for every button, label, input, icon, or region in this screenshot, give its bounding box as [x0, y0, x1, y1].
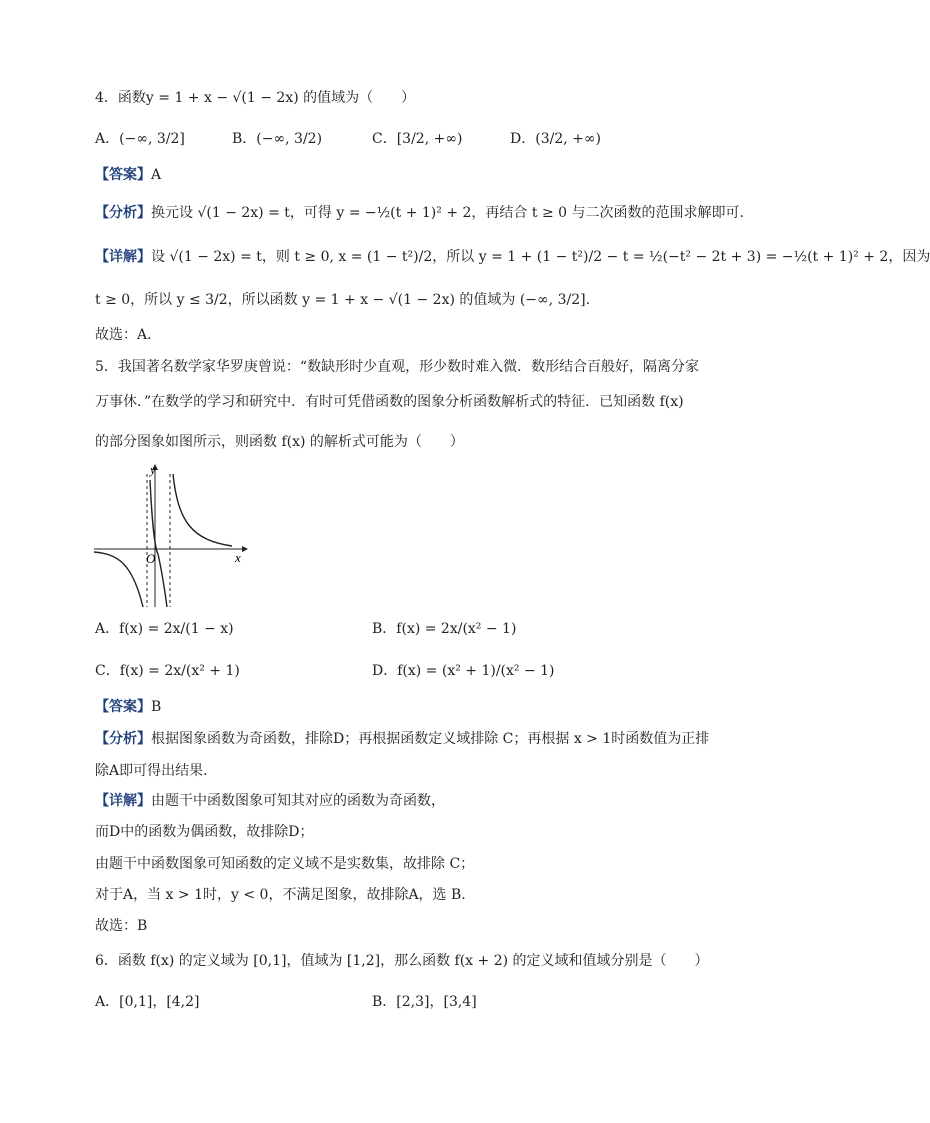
- q6-option-a-value: [0,1]，[4,2]: [119, 994, 200, 1010]
- detail-tag: 【详解】: [95, 249, 151, 265]
- q4-option-b-value: (−∞, 3/2): [256, 131, 323, 147]
- analysis-tag: 【分析】: [95, 205, 151, 221]
- q4-analysis: [95, 203, 744, 223]
- q4-option-d-label: D．: [510, 131, 536, 147]
- q6-option-b-label: B．: [372, 994, 397, 1010]
- answer-value: A: [151, 167, 162, 183]
- q5-detail-line2: 而D中的函数为偶函数，故排除D；: [95, 824, 314, 840]
- function-graph: [92, 462, 252, 612]
- detail-text: 设 √(1 − 2x) = t，则 t ≥ 0, x = (1 − t²)/2，所以 y = 1 + (1 − t²)/2 − t = ½(−t² − 2t + 3) = −½(t + 1)² + 2，因为: [151, 249, 930, 265]
- q4-option-a-value: (−∞, 3/2]: [119, 131, 185, 147]
- y-label: y: [150, 462, 156, 477]
- q4-detail-line1: [95, 247, 930, 267]
- q5-detail-line4: 对于A，当 x > 1时，y < 0，不满足图象，故排除A，选 B.: [95, 887, 466, 903]
- q5-option-d-label: D．: [372, 663, 398, 679]
- origin-label: O: [146, 551, 156, 566]
- answer-tag: 【答案】: [95, 167, 151, 183]
- q4-option-d: [510, 128, 601, 150]
- q4-stem: 4．函数y = 1 + x − √(1 − 2x) 的值域为（ ）: [95, 90, 416, 106]
- q5-option-a-value: f(x) = 2x/(1 − x): [119, 621, 234, 637]
- q4-option-a: [95, 128, 185, 150]
- analysis-tag: 【分析】: [95, 731, 151, 747]
- q4-option-c-value: [3/2, +∞): [396, 131, 463, 147]
- q4-option-d-value: (3/2, +∞): [535, 131, 601, 147]
- q5-stem-line3: 的部分图象如图所示，则函数 f(x) 的解析式可能为（ ）: [95, 434, 464, 450]
- x-label: x: [235, 550, 241, 565]
- q5-option-c-label: C．: [95, 663, 120, 679]
- detail-text: 由题干中函数图象可知其对应的函数为奇函数，: [151, 793, 445, 809]
- q5-option-b: [372, 618, 516, 640]
- q6-option-b-value: [2,3]，[3,4]: [396, 994, 477, 1010]
- answer-value: B: [151, 699, 162, 715]
- detail-tag: 【详解】: [95, 793, 151, 809]
- q6-option-a: [95, 991, 200, 1013]
- q4-option-a-label: A．: [95, 131, 120, 147]
- q5-stem-line2: 万事休．”在数学的学习和研究中．有时可凭借函数的图象分析函数解析式的特征．已知函数 f(x): [95, 394, 684, 410]
- q6-option-a-label: A．: [95, 994, 120, 1010]
- curve-left-branch: [94, 552, 143, 607]
- q5-analysis-line2: 除A即可得出结果.: [95, 763, 208, 779]
- q4-option-c: [372, 128, 462, 150]
- q5-answer: [95, 697, 161, 717]
- q6-stem: 6．函数 f(x) 的定义域为 [0,1]，值域为 [1,2]，那么函数 f(x + 2) 的定义域和值域分别是（ ）: [95, 953, 709, 969]
- q4-option-b: [232, 128, 322, 150]
- q5-option-b-value: f(x) = 2x/(x² − 1): [396, 621, 517, 637]
- q5-option-a: [95, 618, 234, 640]
- q5-choice: 故选：B: [95, 918, 148, 934]
- q4-option-b-label: B．: [232, 131, 257, 147]
- analysis-text: 换元设 √(1 − 2x) = t，可得 y = −½(t + 1)² + 2，再结合 t ≥ 0 与二次函数的范围求解即可.: [151, 205, 744, 221]
- q4-option-c-label: C．: [372, 131, 397, 147]
- x-axis-arrow: [242, 546, 248, 552]
- q5-option-b-label: B．: [372, 621, 397, 637]
- curve-right-branch: [173, 474, 232, 546]
- q5-detail-line3: 由题干中函数图象可知函数的定义域不是实数集，故排除 C；: [95, 856, 475, 872]
- q5-option-d: [372, 660, 555, 682]
- q5-analysis-line1: [95, 729, 709, 749]
- q6-option-b: [372, 991, 477, 1013]
- curve-middle-branch: [150, 480, 167, 607]
- q5-option-c: [95, 660, 240, 682]
- q5-option-c-value: f(x) = 2x/(x² + 1): [119, 663, 240, 679]
- q5-option-d-value: f(x) = (x² + 1)/(x² − 1): [397, 663, 555, 679]
- q5-detail-line1: [95, 791, 445, 811]
- q5-stem-line1: 5．我国著名数学家华罗庚曾说：“数缺形时少直观，形少数时难入微．数形结合百般好，隔离分家: [95, 359, 700, 375]
- analysis-text: 根据图象函数为奇函数，排除D；再根据函数定义域排除 C；再根据 x > 1时函数值为正排: [151, 731, 710, 747]
- q5-option-a-label: A．: [95, 621, 120, 637]
- q4-choice: 故选：A．: [95, 327, 162, 343]
- answer-tag: 【答案】: [95, 699, 151, 715]
- q4-answer: [95, 165, 161, 185]
- q4-detail-line2: t ≥ 0，所以 y ≤ 3/2，所以函数 y = 1 + x − √(1 − 2x) 的值域为 (−∞, 3/2].: [95, 292, 591, 308]
